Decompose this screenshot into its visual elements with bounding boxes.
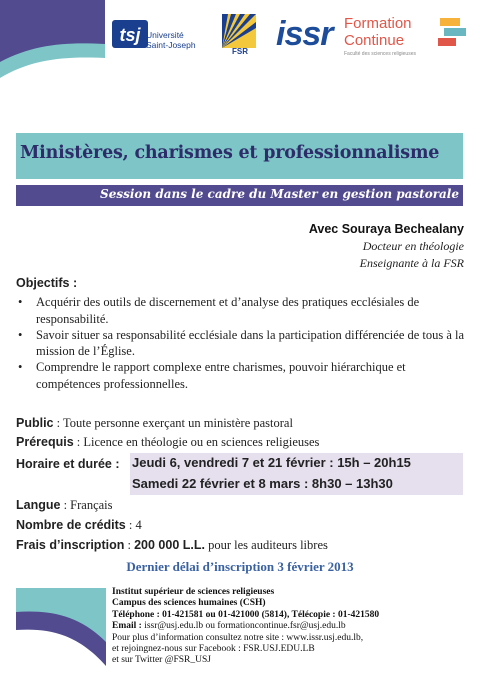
fsr-label: FSR <box>232 47 248 56</box>
frais-row <box>16 537 468 553</box>
svg-text:tsj: tsj <box>119 25 141 45</box>
objectif-item: • Acquérir des outils de discernement et d’analyse des pratiques ecclésiales de responsabilité. <box>16 294 468 327</box>
credits-label: Nombre de crédits <box>16 518 126 532</box>
fc-shapes-icon <box>438 18 468 50</box>
contact-email-row <box>112 621 379 632</box>
contact-campus: Campus des sciences humaines (CSH) <box>112 598 266 609</box>
prerequis-value: : Licence en théologie ou en sciences religieuses <box>73 435 320 449</box>
speaker-name: Avec Souraya Bechealany <box>308 222 464 236</box>
langue-label: Langue <box>16 498 61 512</box>
fc-line1: Formation <box>344 15 412 32</box>
public-label: Public <box>16 416 54 430</box>
page-title: Ministères, charismes et professionnalisme <box>20 143 440 163</box>
langue-value: : Français <box>60 498 113 512</box>
fsr-sunburst-icon <box>222 14 256 48</box>
usj-name-line2: Saint-Joseph <box>146 40 196 50</box>
fsr-logo <box>222 14 256 60</box>
speaker-block <box>309 220 464 272</box>
prerequis-label: Prérequis <box>16 435 74 449</box>
contact-twitter[interactable]: et sur Twitter @FSR_USJ <box>112 655 211 666</box>
frais-amount: 200 000 L.L. <box>134 538 205 552</box>
speaker-role-2: Enseignante à la FSR <box>359 256 464 270</box>
objectif-item: • Comprendre le rapport complexe entre charismes, pouvoir hiérarchique et compétences professionnelles. <box>16 359 468 392</box>
page-subtitle: Session dans le cadre du Master en gestion pastorale <box>100 187 459 201</box>
usj-name-line1: Université <box>146 30 184 40</box>
frais-value: pour les auditeurs libres <box>204 538 328 552</box>
prerequis-row <box>16 434 468 450</box>
subtitle-banner <box>16 185 463 206</box>
public-row <box>16 415 468 431</box>
contact-telephone: Téléphone : 01-421581 ou 01-421000 (5814), Télécopie : 01-421580 <box>112 609 380 620</box>
usj-emblem-icon <box>112 18 148 52</box>
deadline-text: Dernier délai d’inscription 3 février 2013 <box>126 559 354 574</box>
frais-label: Frais d’inscription <box>16 538 125 552</box>
credits-value: : 4 <box>125 518 142 532</box>
formation-continue-logo <box>340 16 468 62</box>
contact-block <box>112 587 379 667</box>
contact-email[interactable]: issr@usj.edu.lb ou formationcontinue.fsr@usj.edu.lb <box>144 621 346 632</box>
fc-tagline: Faculté des sciences religieuses <box>344 51 416 57</box>
frais-sep: : <box>124 538 135 552</box>
public-value: : Toute personne exerçant un ministère pastoral <box>53 416 293 430</box>
fc-line2: Continue <box>344 32 405 49</box>
objectifs-list <box>16 294 468 392</box>
issr-logo: issr <box>276 15 333 53</box>
horaire-line-2: Samedi 22 février et 8 mars : 8h30 – 13h30 <box>132 476 393 491</box>
horaire-label: Horaire et durée : <box>16 457 120 471</box>
horaire-box <box>130 453 463 495</box>
horaire-line-1: Jeudi 6, vendredi 7 et 21 février : 15h – 20h15 <box>132 455 411 470</box>
contact-facebook[interactable]: et rejoingnez-nous sur Facebook : FSR.USJ.EDU.LB <box>112 644 315 655</box>
objectifs-section <box>16 275 468 392</box>
usj-logo <box>112 18 217 58</box>
objectif-item: • Savoir situer sa responsabilité ecclésiale dans la participation différenciée de tous à la mission de l’Église. <box>16 327 468 360</box>
corner-decoration-bottom <box>16 588 106 666</box>
contact-institut: Institut supérieur de sciences religieuses <box>112 587 275 597</box>
credits-row <box>16 517 468 533</box>
langue-row <box>16 497 468 513</box>
objectifs-heading: Objectifs : <box>16 276 78 290</box>
contact-email-label: Email : <box>112 621 145 632</box>
title-banner <box>16 133 463 179</box>
speaker-role-1: Docteur en théologie <box>362 239 464 253</box>
contact-site[interactable]: Pour plus d’information consultez notre site : www.issr.usj.edu.lb, <box>112 632 364 643</box>
corner-decoration-top <box>0 0 105 78</box>
